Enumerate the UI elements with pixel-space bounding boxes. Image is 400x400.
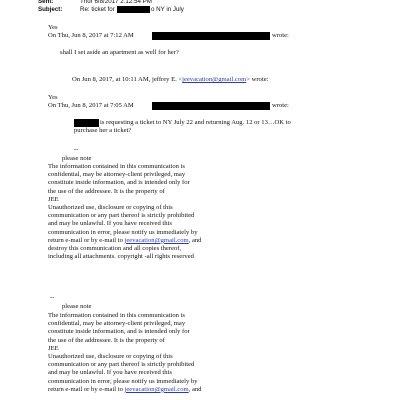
attribution-prefix: On Thu, Jun 8, 2017 at 7:05 AM: [48, 102, 134, 109]
redaction-bar: [74, 119, 99, 127]
disclaimer-line: including all attachments. copyright -all rights reserved: [48, 253, 194, 261]
disclaimer-line: and may be unlawful. If you have received this: [48, 369, 172, 377]
email-link[interactable]: jeevacation@gmail.com: [124, 385, 189, 393]
signature-separator: --: [74, 146, 79, 153]
disclaimer-line: the use of the addressee. It is the property of: [48, 187, 165, 195]
disclaimer-line: communication in error, please notify us immediately by: [48, 377, 198, 385]
disclaimer-body: [48, 163, 201, 261]
sent-label: Sent:: [38, 0, 54, 5]
attribution-prefix: On Thu, Jun 8, 2017 at 7:12 AM: [48, 32, 134, 39]
disclaimer-body: [48, 312, 201, 394]
disclaimer-line: and may be unlawful. If you have received this: [48, 220, 172, 228]
disclaimer-line: communication or any part thereof is strictly prohibited: [48, 361, 195, 369]
link-suffix: , and: [188, 236, 202, 244]
quoted-text: purchase her a ticket?: [74, 127, 132, 134]
attribution-suffix: > wrote:: [246, 76, 269, 83]
disclaimer-line: communication or any part thereof is strictly prohibited: [48, 212, 195, 220]
signature-separator: --: [50, 294, 55, 301]
disclaimer-line: communication in error, please notify us immediately by: [48, 228, 198, 236]
quoted-attribution: [72, 76, 268, 84]
please-note-label: please note: [62, 155, 92, 162]
disclaimer-line: JEE: [48, 195, 59, 203]
subject-prefix: Re: ticket for: [80, 6, 115, 13]
link-prefix: return e-mail or by e-mail to: [48, 385, 125, 393]
disclaimer-line: the use of the addressee. It is the property of: [48, 336, 165, 344]
disclaimer-line: confidential, may be attorney-client privileged, may: [48, 320, 186, 328]
reply-text: Yes: [48, 94, 58, 101]
email-link[interactable]: jeevacation@gmail.com: [182, 76, 247, 83]
email-link[interactable]: jeevacation@gmail.com: [124, 236, 189, 244]
quoted-text: is requesting a ticket to NY July 22 and returning Aug. 12 or 13…OK to: [100, 119, 291, 126]
redaction-bar: [117, 6, 150, 13]
disclaimer-line: The information contained in this communication is: [48, 312, 185, 319]
please-note-label: please note: [62, 303, 92, 310]
disclaimer-line: Unauthorized use, disclosure or copying of this: [48, 204, 173, 212]
redaction-bar: [152, 32, 270, 40]
disclaimer-line: The information contained in this communication is: [48, 163, 185, 170]
disclaimer-line: JEE: [48, 344, 59, 352]
reply-text: Yes: [48, 24, 58, 31]
disclaimer-line: Unauthorized use, disclosure or copying of this: [48, 353, 173, 361]
link-suffix: , and: [188, 385, 202, 393]
disclaimer-line-with-link: [48, 386, 201, 394]
disclaimer-line: destroy this communication and all copies thereof,: [48, 245, 182, 253]
disclaimer-line: constitute inside information, and is intended only for: [48, 328, 190, 336]
redaction-bar: [152, 102, 270, 110]
subject-label: Subject:: [38, 6, 63, 13]
link-prefix: return e-mail or by e-mail to: [48, 236, 125, 244]
attribution-suffix: wrote:: [272, 102, 289, 109]
attribution-prefix: On Jun 8, 2017, at 10:11 AM, jeffrey E. <: [72, 76, 183, 83]
subject-suffix: o NY in July: [151, 6, 184, 13]
disclaimer-line-with-link: [48, 237, 201, 245]
disclaimer-line: constitute inside information, and is intended only for: [48, 179, 190, 187]
quoted-text: shall I set aside an apartment as well for her?: [60, 49, 179, 56]
sent-value: Thur 6/8/2017 2:12:54 PM: [80, 0, 152, 5]
disclaimer-line: confidential, may be attorney-client privileged, may: [48, 171, 186, 179]
attribution-suffix: wrote:: [272, 32, 289, 39]
